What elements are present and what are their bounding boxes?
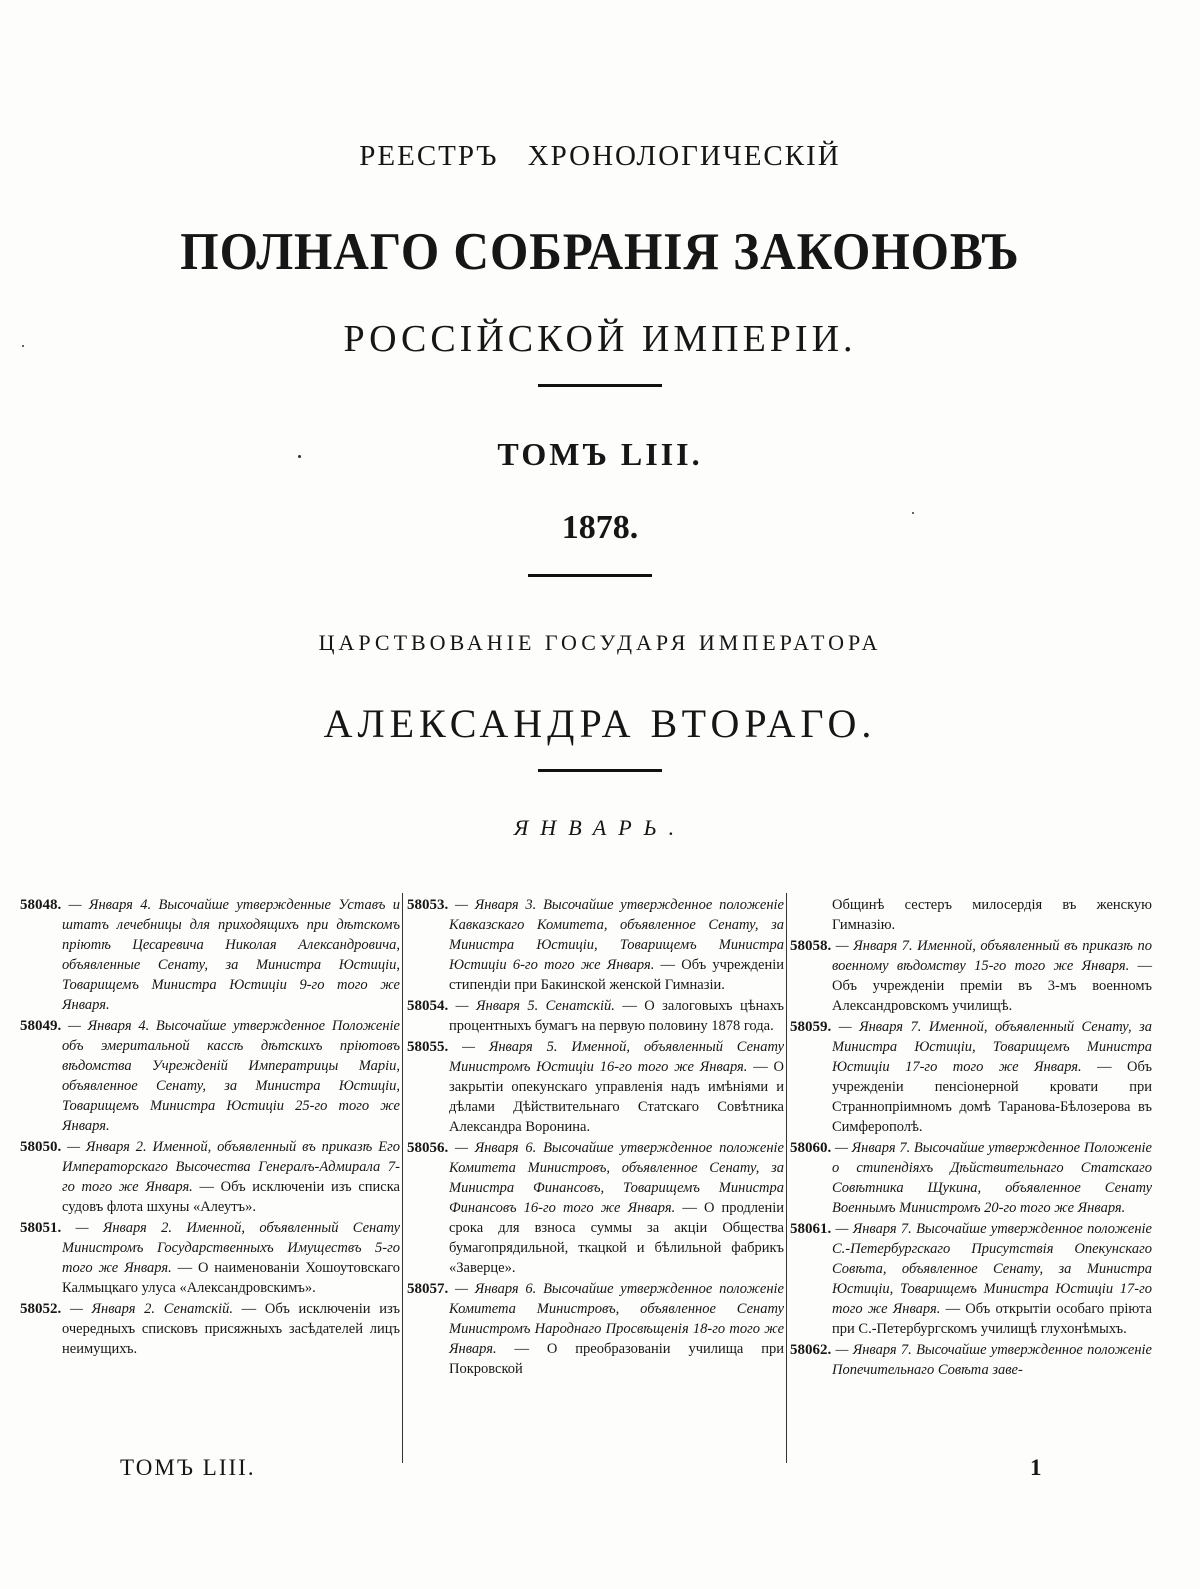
law-entry [790, 936, 1152, 1016]
law-text: — О преобразованіи училища при Покровской [449, 1341, 785, 1377]
law-entry [407, 996, 784, 1036]
law-number: 58061. [790, 1221, 832, 1237]
volume-title: ТОМЪ LIII. [497, 436, 703, 472]
law-text: — Объ открытіи особаго пріюта при С.-Петербургскомъ училищѣ глухонѣмыхъ. [832, 1301, 1152, 1337]
law-meta: — Января 2. Именной, объявленный въ приказѣ Его Императорскаго Высочества Генералъ-Адмирала 7-го того же Января. [62, 1139, 400, 1195]
law-meta: — Января 7. Именной, объявленный въ приказѣ по военному вѣдомству 15-го того же Января. [832, 938, 1152, 974]
law-entry [407, 1037, 784, 1137]
law-text: — О залоговыхъ цѣнахъ процентныхъ бумагъ на первую половину 1878 года. [449, 998, 784, 1034]
law-number: 58056. [407, 1140, 449, 1156]
divider-rule [538, 384, 662, 387]
column-3 [790, 895, 1152, 1381]
law-text: — Объ учрежденіи стипендіи при Бакинской женской Гимназіи. [449, 957, 784, 993]
law-entry [407, 1138, 784, 1278]
law-text: — О закрытіи опекунскаго управленія надъ имѣніями и дѣлами Дѣйствительнаго Статскаго Совѣтника Александра Воронина. [449, 1059, 784, 1135]
law-text: — О наименованіи Хошоутовскаго Калмыцкаго улуса «Александровскимъ». [62, 1260, 400, 1296]
law-meta: — Января 7. Высочайше утвержденное положеніе С.-Петербургскаго Присутствія Опекунскаго Совѣта, объявленное Сенату, за Министра Юстиціи, Товарищемъ Министра Юстиціи 17-го того же Января. [832, 1221, 1152, 1317]
law-number: 58062. [790, 1342, 832, 1358]
law-entry [790, 1138, 1152, 1218]
law-number: 58052. [20, 1301, 62, 1317]
law-number: 58060. [790, 1140, 832, 1156]
page-number: 1 [1030, 1455, 1042, 1480]
volume-signature: ТОМЪ LIII. [120, 1455, 256, 1480]
law-number: 58055. [407, 1039, 449, 1055]
year-title: 1878. [561, 509, 639, 546]
column-separator [786, 893, 787, 1463]
ink-speck [912, 512, 914, 514]
law-meta: — Января 2. Именной, объявленный Сенату Министромъ Государственныхъ Имуществъ 5-го того же Января. [62, 1220, 401, 1276]
divider-rule [538, 769, 662, 772]
law-entry [20, 1299, 400, 1359]
ink-speck [22, 345, 24, 347]
empire-title: РОССІЙСКОЙ ИМПЕРІИ. [343, 318, 857, 360]
law-meta: — Января 4. Высочайше утвержденные Уставъ и штатъ лечебницы для приходящихъ при дѣтскомъ пріютѣ Цесаревича Николая Александровича, объявленные Сенату, за Министра Юстиціи, Товарищемъ Министра Юстиціи 9-го того же Января. [62, 897, 400, 1013]
law-meta: — Января 7. Высочайше утвержденное положеніе Попечительнаго Совѣта заве- [832, 1342, 1152, 1378]
registry-word: РЕЕСТРЪ [359, 140, 499, 172]
month-heading: ЯНВАРЬ. [513, 815, 687, 840]
law-meta: — Января 2. Сенатскій. [69, 1301, 233, 1317]
law-entry [790, 1219, 1152, 1339]
divider-rule [528, 574, 652, 577]
law-entry [790, 1017, 1152, 1137]
law-number: 58054. [407, 998, 449, 1014]
law-number: 58058. [790, 938, 832, 954]
column-1 [20, 895, 400, 1360]
law-meta: — Января 6. Высочайше утвержденное положеніе Комитета Министровъ, объявленное Сенату Министромъ Народнаго Просвѣщенія 18-го того же Января. [449, 1281, 784, 1357]
law-entry [407, 1279, 784, 1379]
law-number: 58049. [20, 1018, 62, 1034]
chronological-word: ХРОНОЛОГИЧЕСКІЙ [527, 140, 841, 172]
law-text: — Объ учрежденіи пенсіонерной кровати при Страннопріимномъ домѣ Таранова-Бѣлозерова въ Симферополѣ. [832, 1059, 1153, 1135]
law-meta: — Января 3. Высочайше утвержденное положеніе Кавказскаго Комитета, объявленное Сенату, за Министра Юстиціи, Товарищемъ Министра Юстиціи 6-го того же Января. [449, 897, 784, 973]
reign-heading: ЦАРСТВОВАНІЕ ГОСУДАРЯ ИМПЕРАТОРА [318, 630, 882, 655]
law-meta: — Января 4. Высочайше утвержденное Положеніе объ эмеритальной кассѣ дѣтскихъ пріютовъ вѣдомства Учрежденій Императрицы Маріи, объявленное Сенату, за Министра Юстиціи, Товарищемъ Министра Юстиціи 25-го того же Января. [62, 1018, 400, 1134]
law-meta: — Января 5. Сенатскій. [455, 998, 615, 1014]
law-entry [790, 1340, 1152, 1380]
law-number: 58048. [20, 897, 62, 913]
ink-speck [298, 455, 301, 458]
entry-continuation: Общинѣ сестеръ милосердія въ женскую Гимназію. [832, 897, 1152, 933]
law-entry [20, 1016, 400, 1136]
law-text: — О продленіи срока для взноса суммы за акціи Общества бумагопрядильной, ткацкой и бѣлильной фабрикъ «Заверце». [449, 1200, 784, 1276]
law-entry [20, 895, 400, 1015]
emperor-name: АЛЕКСАНДРА ВТОРАГО. [323, 701, 877, 746]
collection-title: ПОЛНАГО СОБРАНІЯ ЗАКОНОВЪ [180, 223, 1020, 281]
law-meta: — Января 6. Высочайше утвержденное положеніе Комитета Министровъ, объявленное Сенату, за Министра Финансовъ, Товарищемъ Министра Финансовъ 16-го того же Января. [449, 1140, 784, 1216]
law-number: 58059. [790, 1019, 832, 1035]
law-text: — Объ учрежденіи преміи въ 3-мъ военномъ Александровскомъ училищѣ. [832, 958, 1153, 1014]
law-entry [20, 1137, 400, 1217]
law-text: — Объ исключеніи изъ очередныхъ списковъ присяжныхъ засѣдателей лицъ неимущихъ. [62, 1301, 400, 1357]
law-meta: — Января 5. Именной, объявленный Сенату Министромъ Юстиціи 16-го того же Января. [449, 1039, 785, 1075]
law-number: 58051. [20, 1220, 62, 1236]
column-2 [407, 895, 784, 1380]
law-entry [407, 895, 784, 995]
law-number: 58053. [407, 897, 449, 913]
column-separator [402, 893, 403, 1463]
law-entry [20, 1218, 400, 1298]
law-text: — Объ исключеніи изъ списка судовъ флота шхуны «Алеутъ». [62, 1179, 400, 1215]
law-meta: — Января 7. Высочайше утвержденное Положеніе о стипендіяхъ Дѣйствительнаго Статскаго Совѣтника Щукина, объявленное Сенату Военнымъ Министромъ 20-го того же Января. [832, 1140, 1152, 1216]
registry-heading [0, 140, 1200, 173]
law-meta: — Января 7. Именной, объявленный Сенату, за Министра Юстиціи, Товарищемъ Министра Юстиціи 17-го того же Января. [832, 1019, 1153, 1075]
law-number: 58050. [20, 1139, 62, 1155]
law-number: 58057. [407, 1281, 449, 1297]
